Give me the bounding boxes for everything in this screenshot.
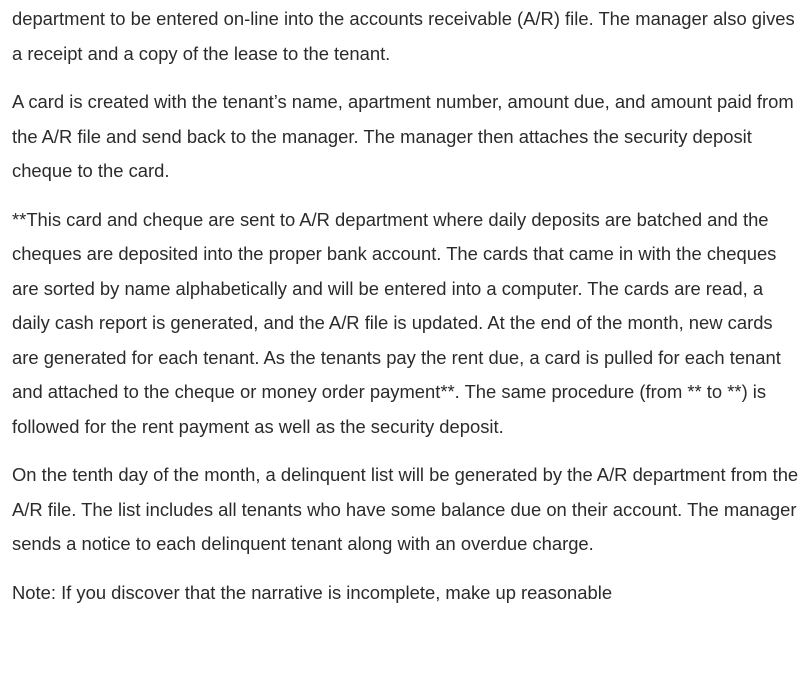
paragraph-note: Note: If you discover that the narrative is incomplete, make up reasonable bbox=[12, 581, 613, 603]
paragraph-deposit-procedure: **This card and cheque are sent to A/R department where daily deposits are batched and the cheques are deposited into the proper bank account. The cards that came in with the cheques are sorted by name alphabetically and will be entered into a computer. The cards are read, a daily cash report is generated, and the A/R file is updated. At the end of the month, new cards are generated for each tenant. As the tenants pay the rent due, a card is pulled for each tenant and attached to the cheque or money order payment**. The same procedure (from ** to **) is followed for the rent payment as well as the security deposit. bbox=[12, 208, 781, 437]
paragraph-ar-entry: department to be entered on-line into the accounts receivable (A/R) file. The manager also gives a receipt and a copy of the lease to the tenant. bbox=[12, 8, 795, 64]
paragraph-delinquent-list: On the tenth day of the month, a delinquent list will be generated by the A/R department from the A/R file. The list includes all tenants who have some balance due on their account. The manager sends a notice to each delinquent tenant along with an overdue charge. bbox=[12, 464, 799, 554]
paragraph-card-creation: A card is created with the tenant’s name, apartment number, amount due, and amount paid from the A/R file and send back to the manager. The manager then attaches the security deposit cheque to the card. bbox=[12, 91, 794, 181]
